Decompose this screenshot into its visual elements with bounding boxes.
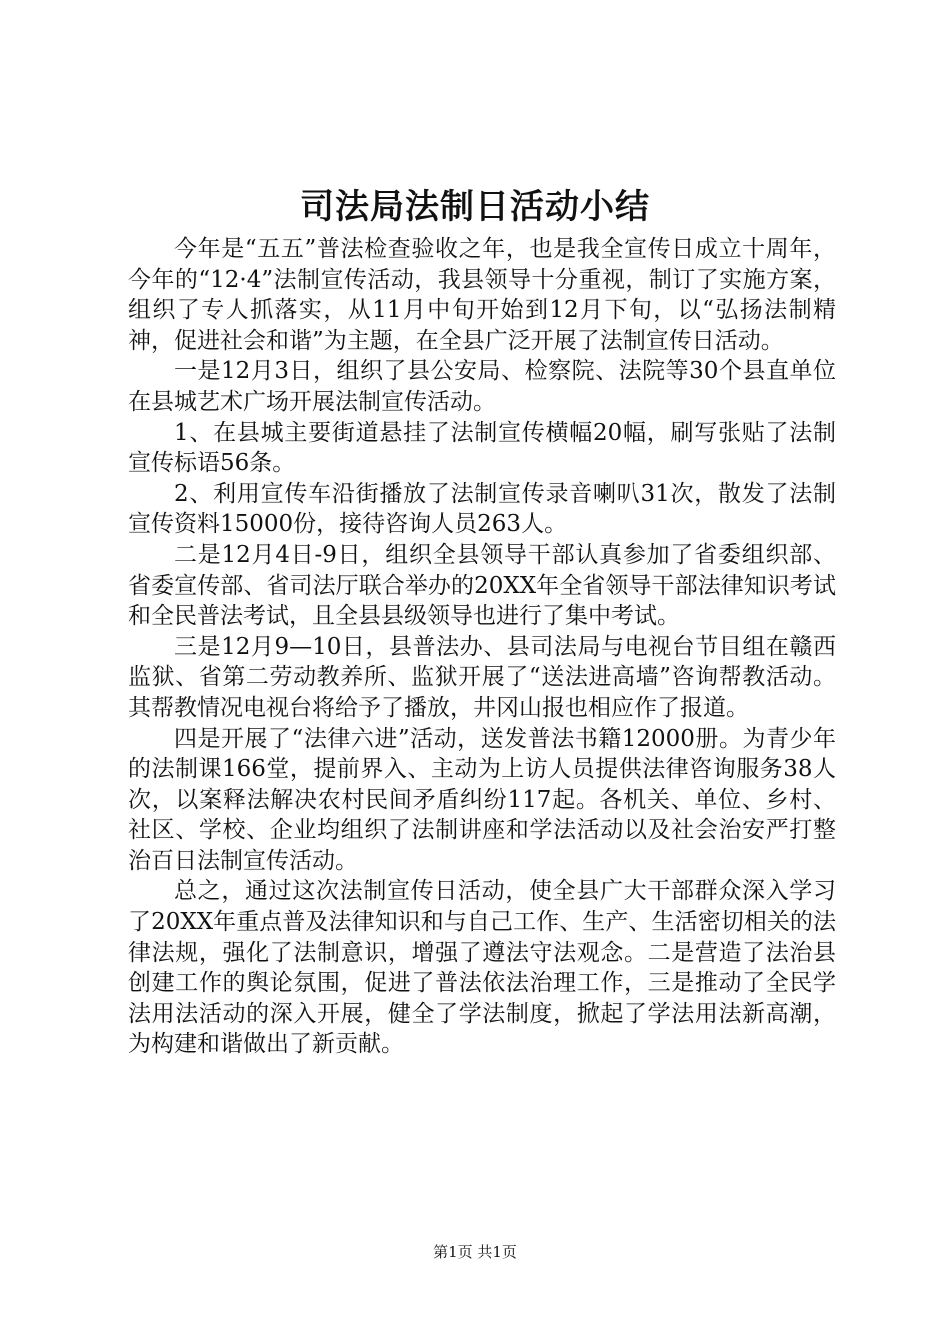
paragraph-item-two: 二是12月4日-9日，组织全县领导干部认真参加了省委组织部、省委宣传部、省司法厅联合举办的20XX年全省领导干部法律知识考试和全民普法考试，且全县县级领导也进行了集中考试。: [128, 541, 836, 630]
document-title: 司法局法制日活动小结: [300, 187, 650, 227]
paragraph-subitem-2: 2、利用宣传车沿街播放了法制宣传录音喇叭31次，散发了法制宣传资料15000份，接待咨询人员263人。: [128, 480, 836, 538]
paragraph-item-one: 一是12月3日，组织了县公安局、检察院、法院等30个县直单位在县城艺术广场开展法制宣传活动。: [128, 358, 836, 415]
paragraph-item-four: 四是开展了“法律六进”活动，送发普法书籍12000册。为青少年的法制课166堂，提前界入、主动为上访人员提供法律咨询服务38人次，以案释法解决农村民间矛盾纠纷117起。各机关、单位、乡村、社区、学校、企业均组织了法制讲座和学法活动以及社会治安严打整治百日法制宣传活动。: [128, 725, 836, 874]
paragraph-intro: 今年是“五五”普法检查验收之年，也是我全宣传日成立十周年，今年的“12·4”法制宣传活动，我县领导十分重视，制订了实施方案，组织了专人抓落实，从11月中旬开始到12月下旬，以“弘扬法制精神，促进社会和谐”为主题，在全县广泛开展了法制宣传日活动。: [128, 236, 836, 354]
page-footer: 第1页 共1页: [433, 1243, 517, 1261]
document-body: [128, 234, 836, 1060]
paragraph-subitem-1: 1、在县城主要街道悬挂了法制宣传横幅20幅，刷写张贴了法制宣传标语56条。: [128, 419, 836, 477]
paragraph-summary: 总之，通过这次法制宣传日活动，使全县广大干部群众深入学习了20XX年重点普及法律知识和与自己工作、生产、生活密切相关的法律法规，强化了法制意识，增强了遵法守法观念。二是营造了法治县创建工作的舆论氛围，促进了普法依法治理工作，三是推动了全民学法用法活动的深入开展，健全了学法制度，掀起了学法用法新高潮，为构建和谐做出了新贡献。: [128, 878, 836, 1058]
paragraph-item-three: 三是12月9—10日，县普法办、县司法局与电视台节目组在赣西监狱、省第二劳动教养所、监狱开展了“送法进高墙”咨询帮教活动。其帮教情况电视台将给予了播放，井冈山报也相应作了报道。: [128, 633, 836, 721]
